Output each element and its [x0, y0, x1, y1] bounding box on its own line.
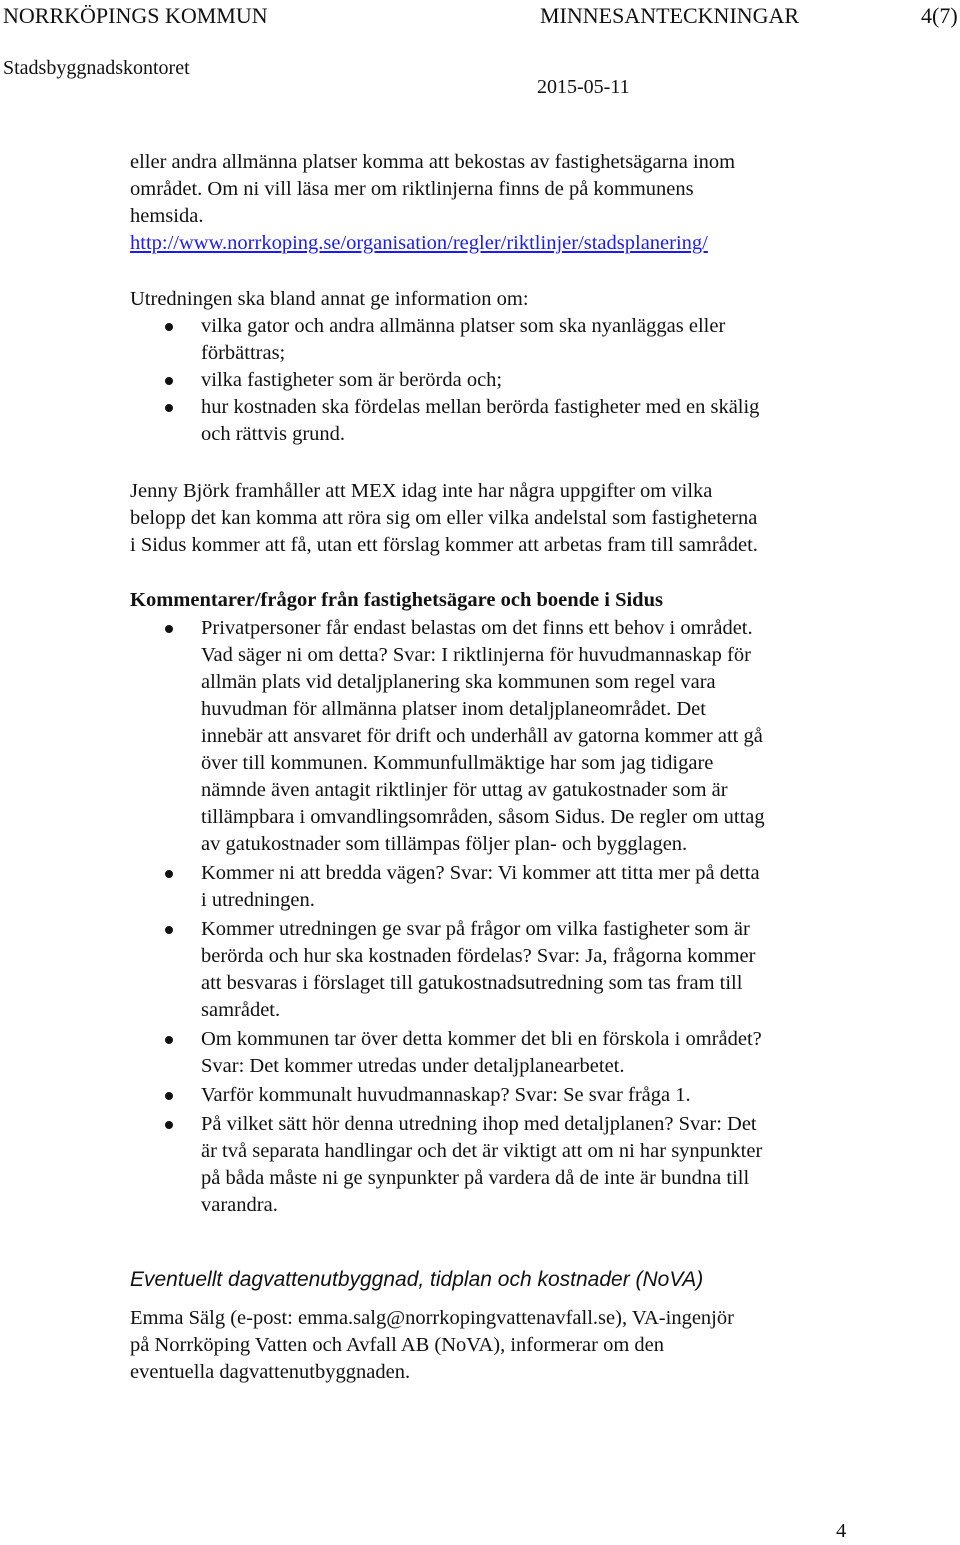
bullet-icon [165, 1121, 173, 1129]
department: Stadsbyggnadskontoret [3, 57, 190, 79]
list-item: På vilket sätt hör denna utredning ihop med detaljplanen? Svar: Det är två separata handlingar och det är viktigt att om ni har synpunkter på båda måste ni ge synpunkter på vardera då de inte är bundna till varandra. [130, 1111, 765, 1219]
stormwater-heading: Eventuellt dagvattenutbyggnad, tidplan och kostnader (NoVA) [130, 1268, 704, 1291]
bullet-icon [165, 926, 173, 934]
document-date: 2015-05-11 [537, 76, 630, 98]
bullet-icon [165, 625, 173, 633]
comments-heading: Kommentarer/frågor från fastighetsägare och boende i Sidus [130, 589, 663, 611]
document-type: MINNESANTECKNINGAR [540, 3, 800, 28]
bullet-icon [165, 404, 173, 412]
statement-paragraph: Jenny Björk framhåller att MEX idag inte har några uppgifter om vilka belopp det kan komma att röra sig om eller vilka andelstal som fastigheterna i Sidus kommer att få, utan ett förslag kommer att arbetas fram till samrådet. [130, 480, 758, 556]
intro-line: området. Om ni vill läsa mer om riktlinjerna finns de på kommunens [130, 178, 694, 200]
guidelines-link[interactable]: http://www.norrkoping.se/organisation/regler/riktlinjer/stadsplanering/ [130, 232, 708, 254]
comments-list [130, 615, 765, 1219]
bullet-icon [165, 377, 173, 385]
page-number: 4 [836, 1520, 847, 1542]
list-item: hur kostnaden ska fördelas mellan berörda fastigheter med en skälig och rättvis grund. [130, 394, 759, 448]
intro-line: hemsida. [130, 205, 204, 227]
bullet-icon [165, 870, 173, 878]
list-item: Om kommunen tar över detta kommer det bli en förskola i området? Svar: Det kommer utredas under detaljplanearbetet. [130, 1026, 765, 1080]
list-item: Kommer ni att bredda vägen? Svar: Vi kommer att titta mer på detta i utredningen. [130, 860, 765, 914]
intro-line: eller andra allmänna platser komma att bekostas av fastighetsägarna inom [130, 151, 736, 173]
list-item: vilka gator och andra allmänna platser som ska nyanläggas eller förbättras; [130, 313, 759, 367]
stormwater-paragraph: Emma Sälg (e-post: emma.salg@norrkopingvattenavfall.se), VA-ingenjör på Norrköping Vatten och Avfall AB (NoVA), informerar om den eventuella dagvattenutbyggnaden. [130, 1307, 734, 1383]
list-item: vilka fastigheter som är berörda och; [130, 367, 759, 394]
investigation-list [130, 313, 759, 448]
investigation-lead: Utredningen ska bland annat ge information om: [130, 288, 529, 310]
bullet-icon [165, 323, 173, 331]
list-item: Privatpersoner får endast belastas om det finns ett behov i området. Vad säger ni om detta? Svar: I riktlinjerna för huvudmannaskap för allmän plats vid detaljplanering ska kommunen som regel vara huvudman för allmänna platser inom detaljplaneområdet. Det innebär att ansvaret för drift och underhåll av gatorna kommer att gå över till kommunen. Kommunfullmäktige har som jag tidigare nämnde även antagit riktlinjer för uttag av gatukostnader som är tillämpbara i omvandlingsområden, såsom Sidus. De regler om uttag av gatukostnader som tillämpas följer plan- och bygglagen. [130, 615, 765, 858]
org-name: NORRKÖPINGS KOMMUN [3, 3, 268, 28]
list-item: Varför kommunalt huvudmannaskap? Svar: Se svar fråga 1. [130, 1082, 765, 1109]
page-reference: 4(7) [921, 3, 958, 28]
bullet-icon [165, 1092, 173, 1100]
intro-paragraph [130, 149, 735, 257]
bullet-icon [165, 1036, 173, 1044]
list-item: Kommer utredningen ge svar på frågor om vilka fastigheter som är berörda och hur ska kostnaden fördelas? Svar: Ja, frågorna kommer att besvaras i förslaget till gatukostnadsutredning som tas fram till samrådet. [130, 916, 765, 1024]
